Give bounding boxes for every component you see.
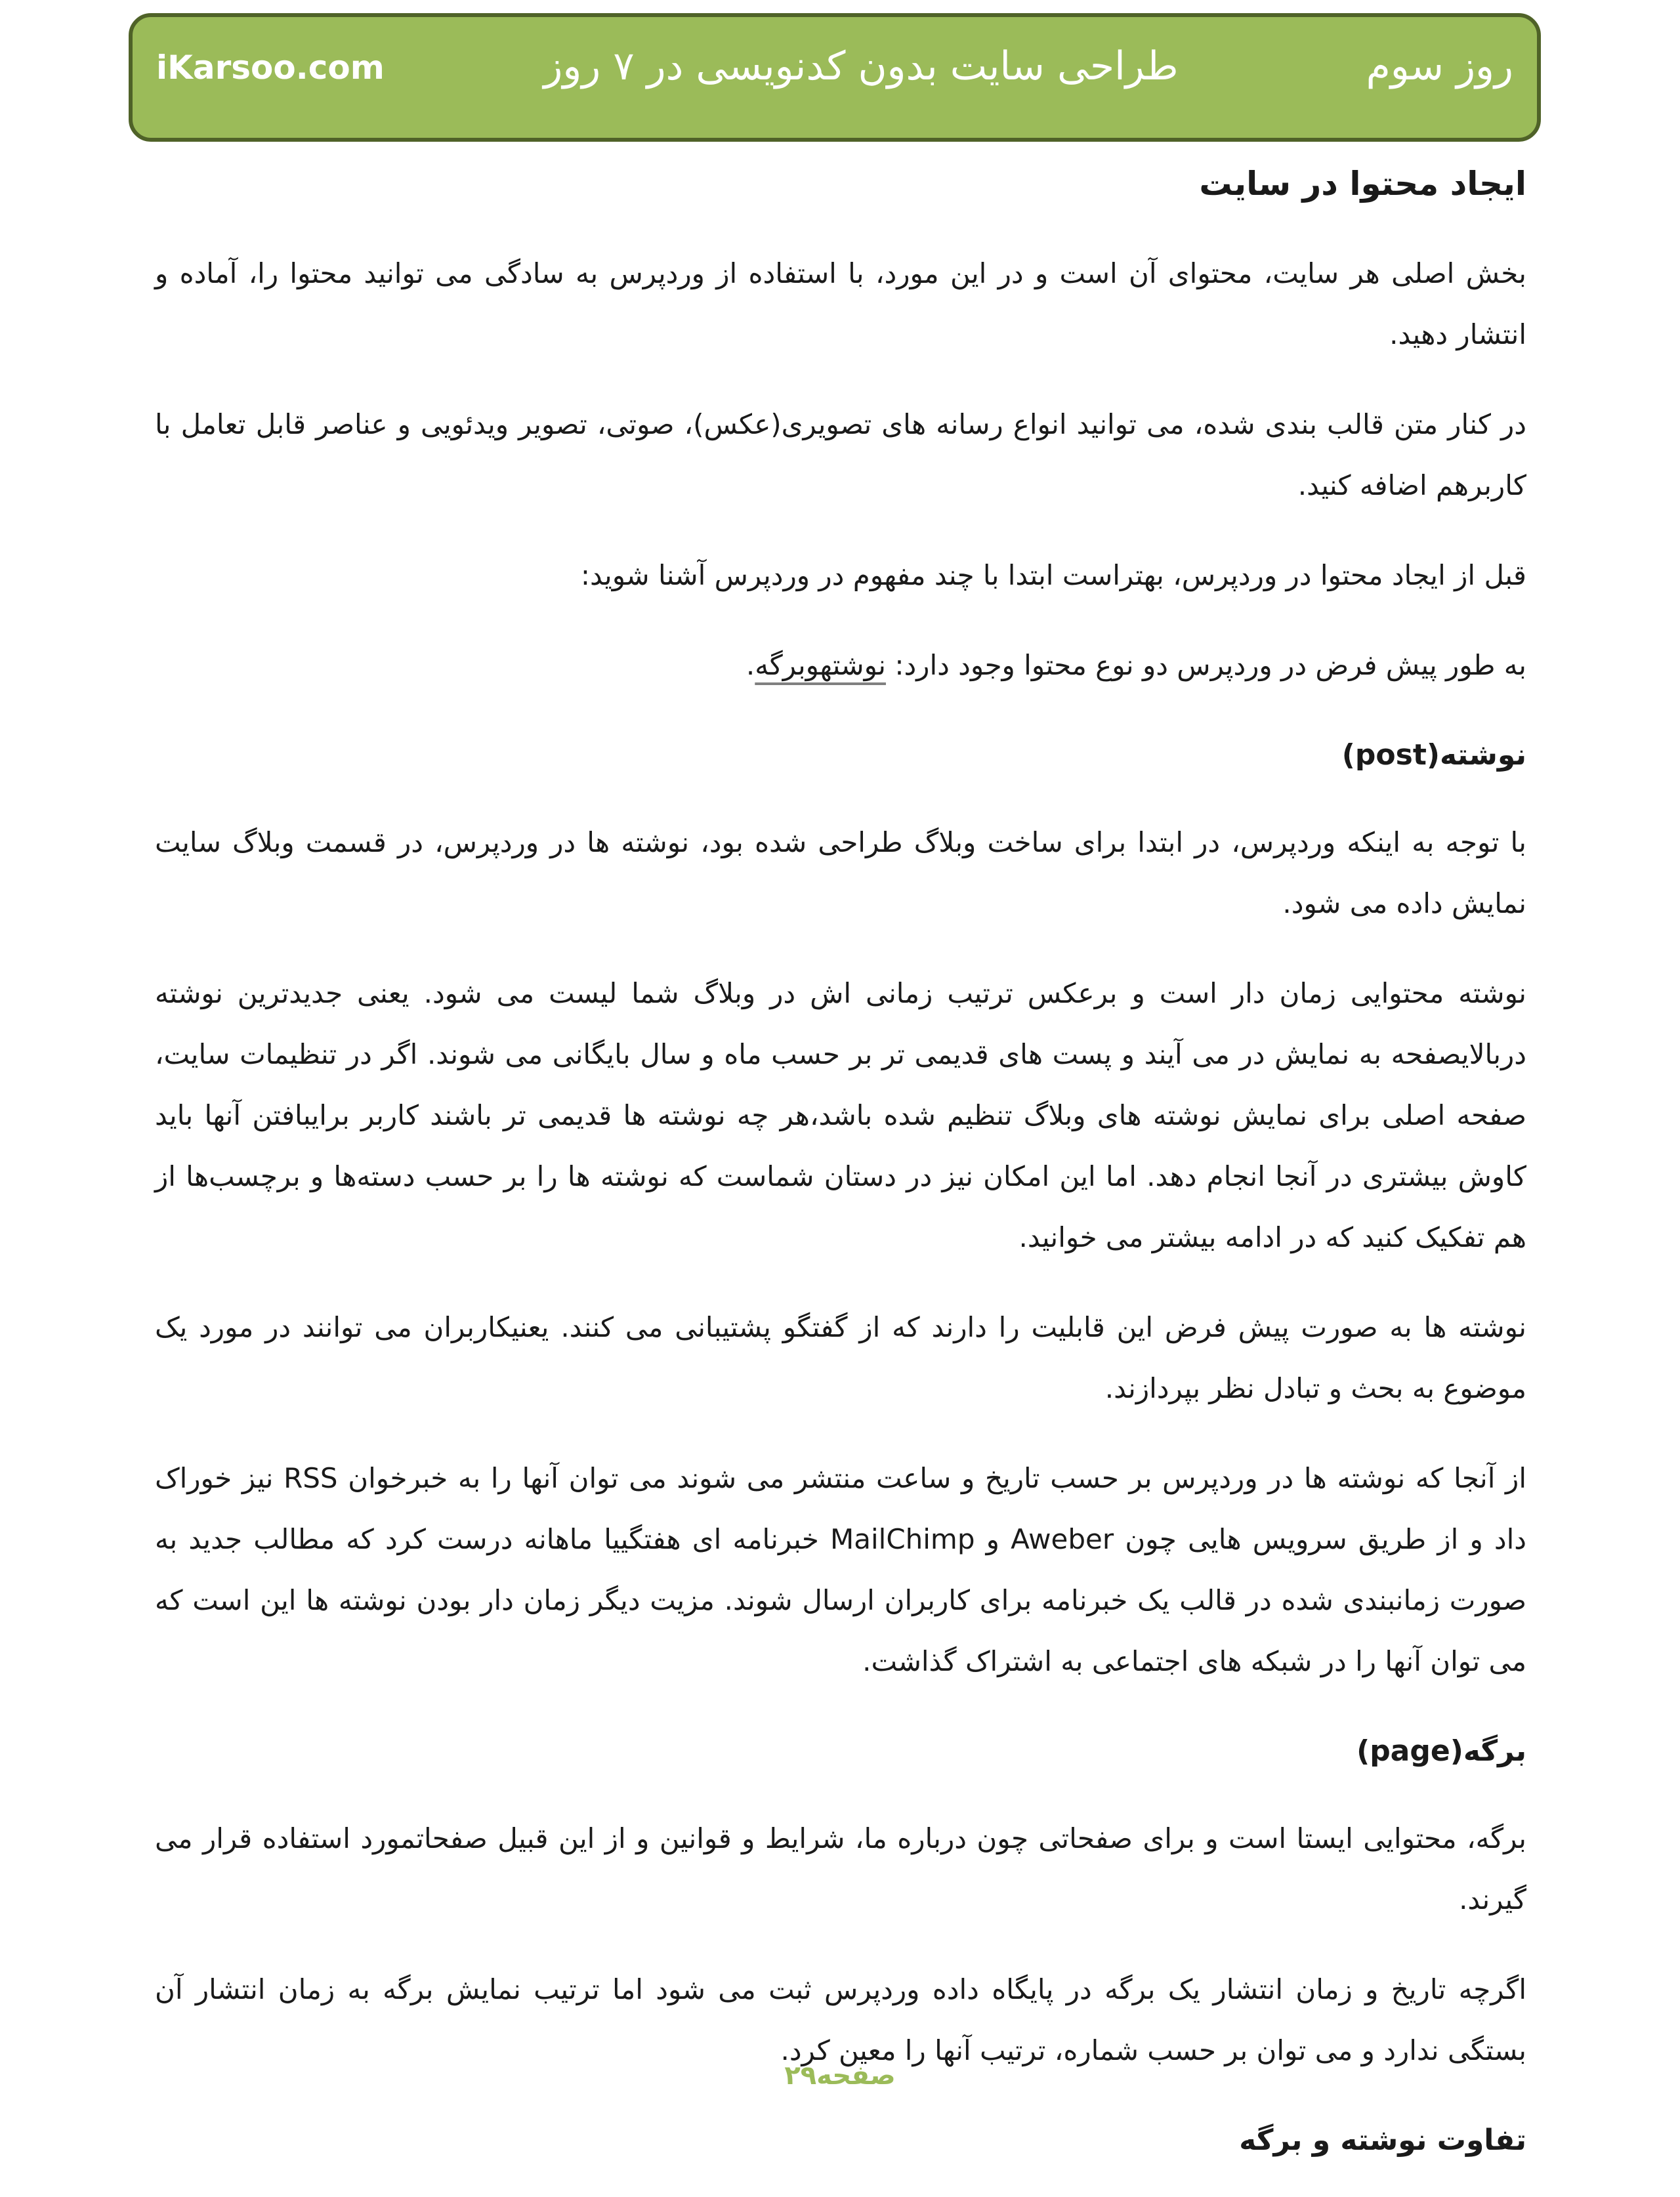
paragraph-10: اگرچه تاریخ و زمان انتشار یک برگه در پایگاه داده وردپرس ثبت می شود اما ترتیب نمایش برگه به زمان انتشار آن بستگی ندارد و می توان بر حسب شماره، ترتیب آنها را معین کرد. [155,1973,1526,2066]
paragraph-8-part-b: نیز خوراک داد و از طریق سرویس هایی چون [155,1462,1527,1555]
paragraph-2: در کنار متن قالب بندی شده، می توانید انواع رسانه های تصویری(عکس)، صوتی، تصویر ویدئویی و عناصر قابل تعامل با کاربرهم اضافه کنید. [155,408,1526,501]
post-and-page-link[interactable]: نوشتهوبرگه [755,649,886,681]
paragraph-3: قبل از ایجاد محتوا در وردپرس، بهتراست ابتدا با چند مفهوم در وردپرس آشنا شوید: [580,559,1526,591]
header-site-name: iKarsoo.com [156,49,385,87]
paragraph-4 [155,635,1526,696]
rss-term: RSS [284,1462,338,1494]
heading-create-content: ایجاد محتوا در سایت [1199,165,1526,203]
header-book-title: طراحی سایت بدون کدنویسی در ۷ روز [543,43,1179,89]
paragraph-1: بخش اصلی هر سایت، محتوای آن است و در این مورد، با استفاده از وردپرس به سادگی می توانید محتوا را، آماده و انتشار دهید. [155,257,1526,350]
header-day-label: روز سوم [1366,43,1513,89]
paragraph-5: با توجه به اینکه وردپرس، در ابتدا برای ساخت وبلاگ طراحی شده بود، نوشته ها در وردپرس، در قسمت وبلاگ سایت نمایش داده می شود. [155,826,1526,919]
page-number: صفحه۲۹ [784,2061,896,2091]
heading-post: نوشته(post) [1341,738,1526,772]
paragraph-4-text: به طور پیش فرض در وردپرس دو نوع محتوا وجود دارد: [885,649,1526,681]
mailchimp-term: MailChimp [830,1523,975,1555]
header-bar [129,13,1541,142]
aweber-term: Aweber [1011,1523,1114,1555]
paragraph-8 [155,1448,1526,1692]
paragraph-8-part-c: و [975,1523,1011,1555]
heading-page: برگه(page) [1356,1734,1526,1768]
paragraph-4-end: . [746,649,755,681]
document-body [155,151,1526,2197]
paragraph-8-part-d: خبرنامه ای هفتگییا ماهانه درست کرد که مطالب جدید به صورت زمانبندی شده در قالب یک خبرنامه برای کاربران ارسال شوند. مزیت دیگر زمان دار بودن نوشته ها این است که می توان آنها را در شبکه های اجتماعی به اشتراک گذاشت. [155,1523,1526,1677]
paragraph-8-part-a: از آنجا که نوشته ها در وردپرس بر حسب تاریخ و ساعت منتشر می شوند می توان آنها را به خبرخوان [337,1462,1526,1494]
paragraph-6: نوشته محتوایی زمان دار است و برعکس ترتیب زمانی اش در وبلاگ شما لیست می شود. یعنی جدیدترین نوشته دربالایصفحه به نمایش در می آیند و پست های قدیمی تر بر حسب ماه و سال بایگانی می شوند. اگر در تنظیمات سایت، صفحه اصلی برای نمایش نوشته های وبلاگ تنظیم شده باشد،هر چه نوشته ها قدیمی تر باشند کاربر برایبافتن آنها باید کاوش بیشتری در آنجا انجام دهد. اما این امکان نیز در دستان شماست که نوشته ها را بر حسب دسته‌ها و برچسب‌ها از هم تفکیک کنید که در ادامه بیشتر می خوانید. [155,977,1526,1253]
paragraph-7: نوشته ها به صورت پیش فرض این قابلیت را دارند که از گفتگو پشتیبانی می کنند. یعنیکاربران می توانند در مورد یک موضوع به بحث و تبادل نظر بپردازند. [155,1311,1526,1404]
paragraph-9: برگه، محتوایی ایستا است و برای صفحاتی چون درباره ما، شرایط و قوانین و از این قبیل صفحاتمورد استفاده قرار می گیرند. [155,1822,1526,1915]
heading-difference: تفاوت نوشته و برگه [1239,2124,1526,2157]
